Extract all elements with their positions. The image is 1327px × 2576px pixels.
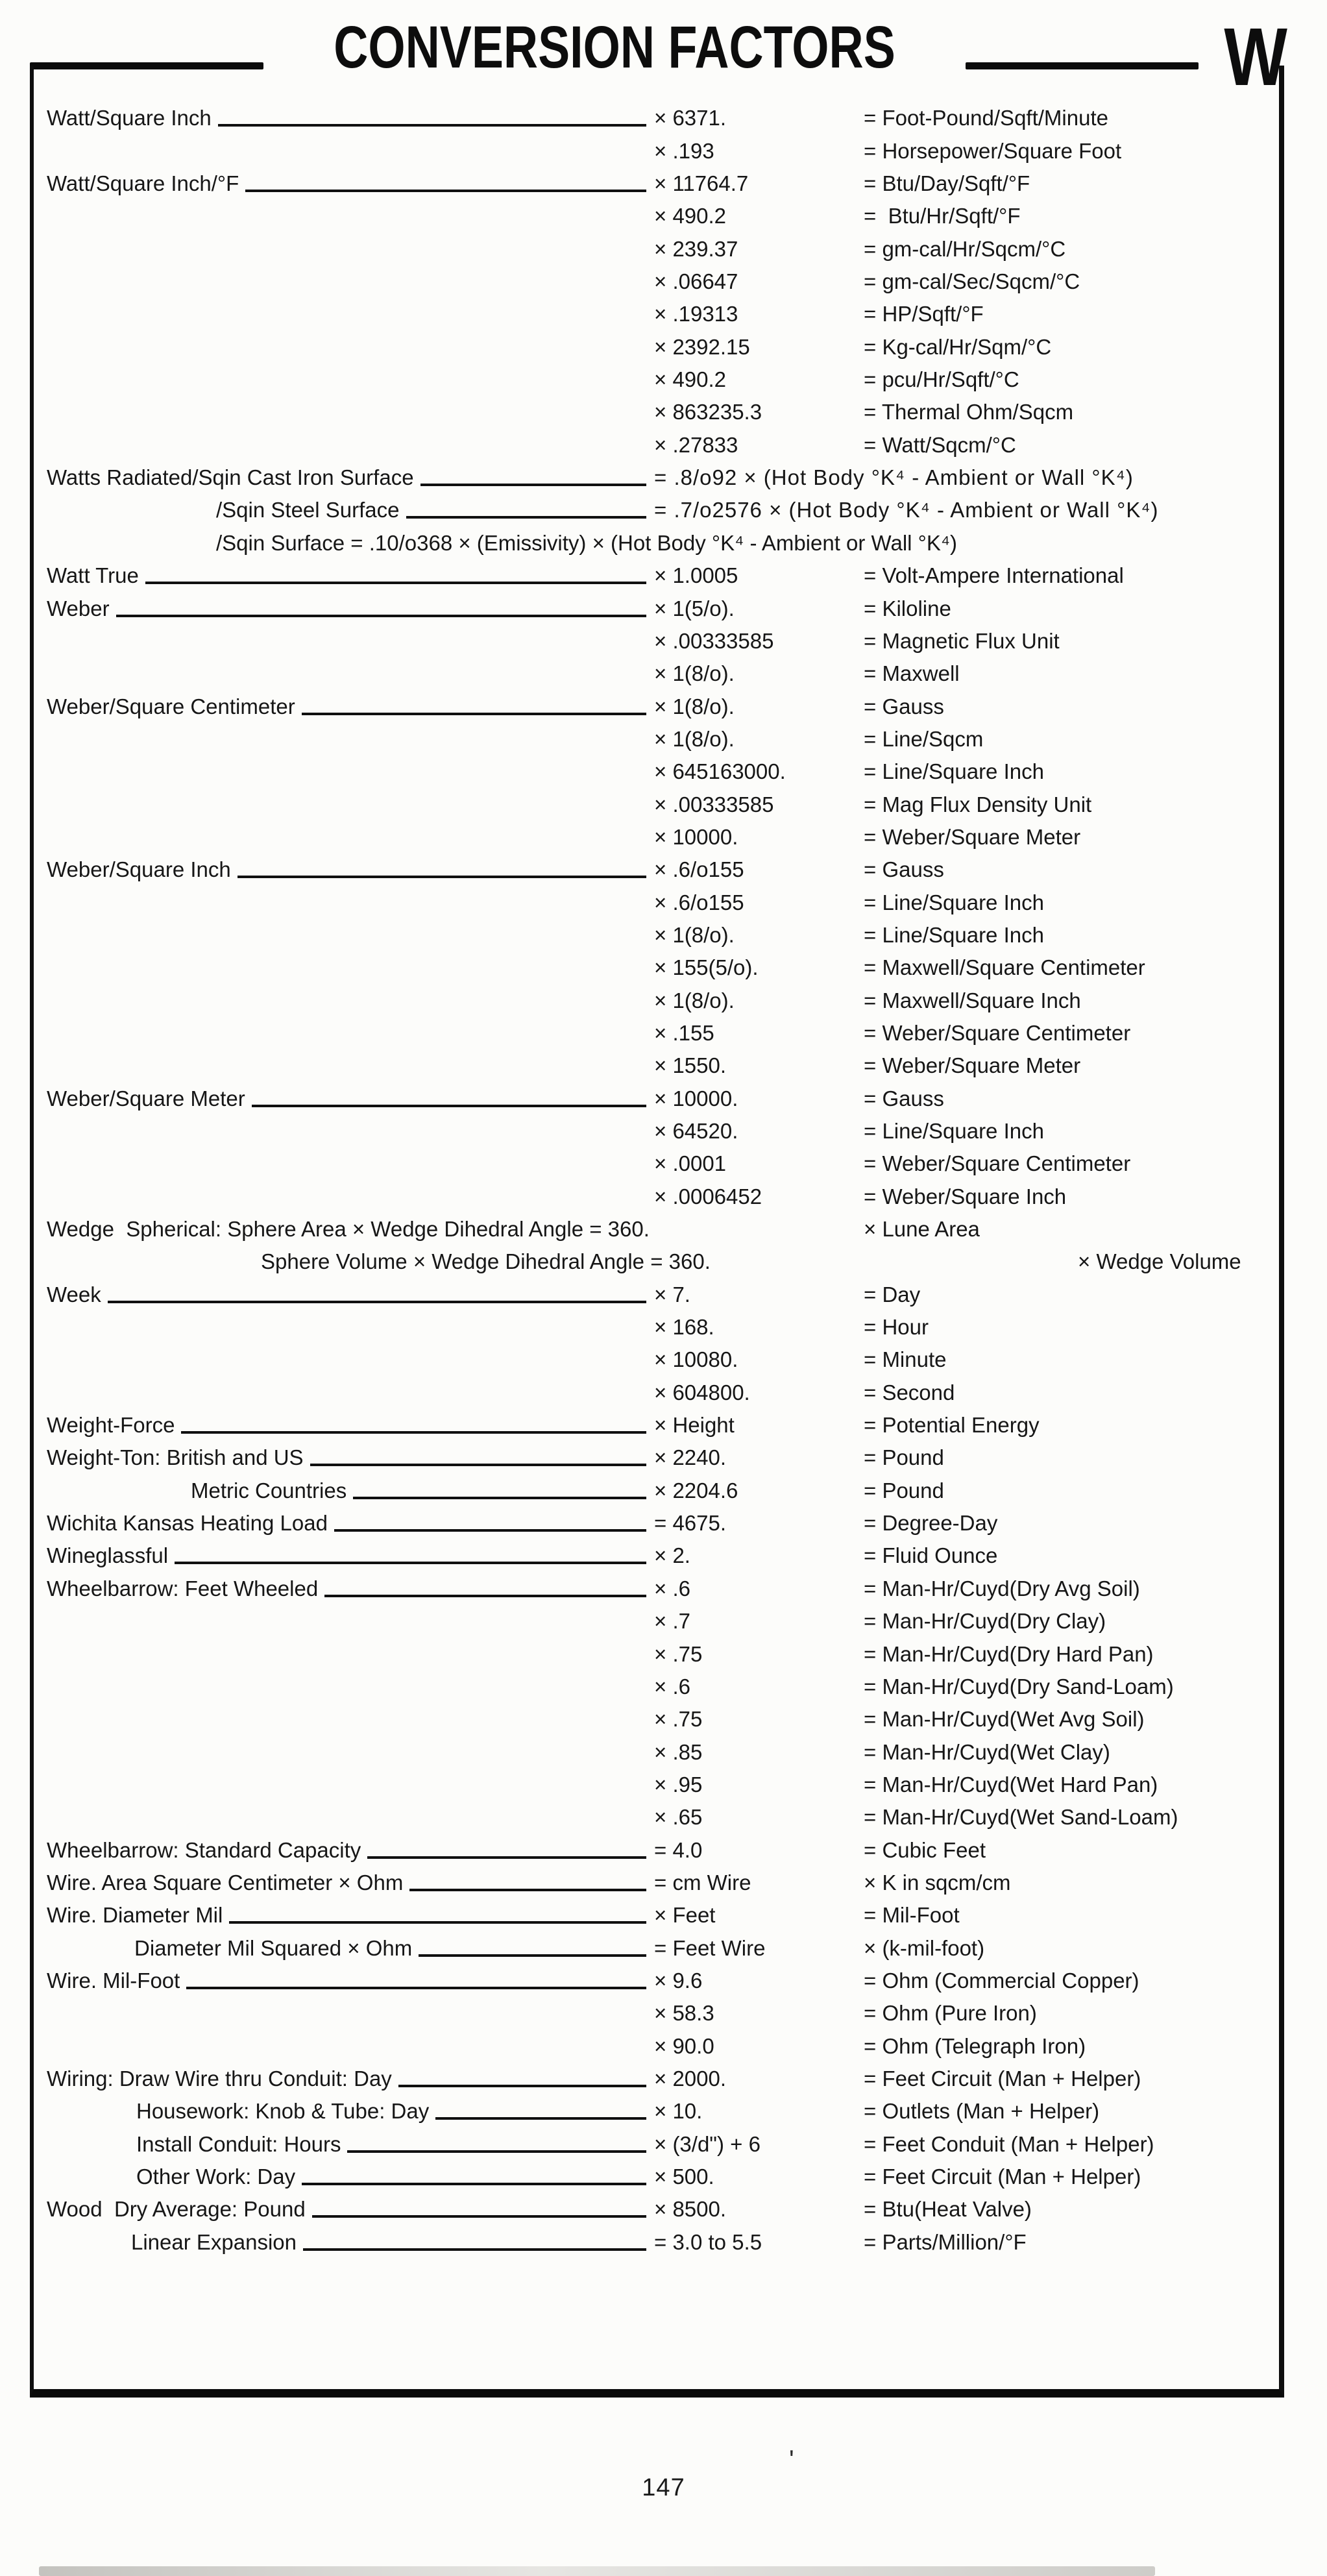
- fill-line: [334, 1529, 646, 1532]
- row-multiplier: × 168.: [654, 1315, 714, 1340]
- row-multiplier: × .06647: [654, 269, 738, 294]
- row-result: = Hour: [864, 1315, 929, 1340]
- conversion-row: [47, 1473, 1272, 1505]
- row-label-zone: [47, 2198, 654, 2220]
- row-result: = Man-Hr/Cuyd(Wet Clay): [864, 1739, 1110, 1764]
- row-label: Week: [47, 1282, 101, 1306]
- fill-line: [303, 2248, 646, 2251]
- conversion-row: [47, 1277, 1272, 1309]
- conversion-row: [47, 558, 1272, 591]
- row-label-zone: [47, 598, 654, 619]
- row-result: = Thermal Ohm/Sqcm: [864, 400, 1074, 424]
- row-label: Watt True: [47, 563, 139, 588]
- conversion-row: [47, 525, 1272, 558]
- conversion-row: [47, 1571, 1272, 1603]
- row-result: = Magnetic Flux Unit: [864, 628, 1060, 653]
- fill-line: [245, 190, 646, 192]
- row-label-zone: [47, 2133, 654, 2155]
- row-result: = Gauss: [864, 1086, 944, 1110]
- row-result: = Line/Square Inch: [864, 890, 1044, 914]
- conversion-row: [47, 297, 1272, 329]
- conversion-row: [47, 1996, 1272, 2028]
- row-text: Wedge Spherical: Sphere Area × Wedge Dihedral Angle = 360.: [47, 1217, 650, 1242]
- conversion-row: [47, 1538, 1272, 1571]
- row-multiplier: × 2.: [654, 1543, 690, 1568]
- row-label-zone: [47, 1545, 654, 1566]
- row-result: = Parts/Million/°F: [864, 2229, 1027, 2254]
- row-multiplier: × 2204.6: [654, 1478, 738, 1503]
- row-result: = Man-Hr/Cuyd(Wet Hard Pan): [864, 1772, 1158, 1797]
- conversion-row: [47, 754, 1272, 787]
- row-label: Wheelbarrow: Feet Wheeled: [47, 1576, 319, 1601]
- row-label: Weber/Square Centimeter: [47, 694, 295, 718]
- row-label-zone: [47, 1839, 654, 1861]
- row-multiplier: × 155(5/o).: [654, 955, 759, 980]
- row-label: Weber: [47, 596, 110, 620]
- fill-line: [398, 2085, 646, 2087]
- row-multiplier: × 7.: [654, 1282, 690, 1306]
- fill-line: [218, 124, 646, 127]
- row-label: Wood Dry Average: Pound: [47, 2197, 306, 2222]
- conversion-row: [47, 264, 1272, 297]
- conversion-row: [47, 1408, 1272, 1440]
- row-multiplier: × .7: [654, 1609, 690, 1634]
- conversion-row: [47, 1898, 1272, 1930]
- row-label: Wire. Diameter Mil: [47, 1903, 223, 1928]
- row-label-zone: [47, 1512, 654, 1534]
- row-label: Weight-Ton: British and US: [47, 1445, 304, 1470]
- conversion-row: [47, 1734, 1272, 1767]
- row-text: /Sqin Surface = .10/o368 × (Emissivity) × (Hot Body °K⁴ - Ambient or Wall °K⁴): [216, 530, 958, 555]
- fill-line: [237, 876, 646, 878]
- row-label-zone: [47, 1414, 654, 1436]
- row-multiplier: × .95: [654, 1772, 703, 1797]
- conversion-row: [47, 1506, 1272, 1538]
- row-multiplier: × (3/d") + 6: [654, 2131, 761, 2156]
- conversion-row: [47, 1212, 1272, 1244]
- conversion-row: [47, 820, 1272, 852]
- conversion-row: [47, 1604, 1272, 1636]
- row-result: = Outlets (Man + Helper): [864, 2099, 1100, 2124]
- row-result: = Kg-cal/Hr/Sqm/°C: [864, 334, 1052, 359]
- row-label-zone: [47, 1937, 654, 1959]
- row-result: = pcu/Hr/Sqft/°C: [864, 367, 1019, 392]
- conversion-row: [47, 1114, 1272, 1146]
- row-result: = Gauss: [864, 857, 944, 882]
- row-result: = Maxwell: [864, 661, 960, 686]
- conversion-row: [47, 460, 1272, 493]
- conversion-row: [47, 1669, 1272, 1702]
- row-multiplier: × 1(8/o).: [654, 661, 735, 686]
- row-result: = Maxwell/Square Inch: [864, 988, 1081, 1012]
- row-result: = Watt/Sqcm/°C: [864, 432, 1016, 457]
- row-label-zone: [47, 173, 654, 194]
- row-result: = Feet Conduit (Man + Helper): [864, 2131, 1154, 2156]
- row-label-zone: [47, 1872, 654, 1893]
- fill-line: [181, 1431, 646, 1434]
- fill-line: [116, 615, 646, 617]
- row-text: Sphere Volume × Wedge Dihedral Angle = 360.: [261, 1249, 711, 1274]
- row-result: = gm-cal/Hr/Sqcm/°C: [864, 236, 1066, 261]
- page-title-wrap: [263, 14, 966, 80]
- row-multiplier: × 1(5/o).: [654, 596, 735, 620]
- row-label-zone: [47, 2068, 654, 2089]
- row-result: = Fluid Ounce: [864, 1543, 998, 1568]
- row-multiplier: × .85: [654, 1739, 703, 1764]
- conversion-row: [47, 2028, 1272, 2061]
- row-multiplier: = Feet Wire: [654, 1935, 766, 1960]
- row-label-zone: [47, 1578, 654, 1599]
- row-label: Weber/Square Inch: [47, 857, 231, 882]
- conversion-row: [47, 362, 1272, 395]
- row-label-zone: [47, 1480, 654, 1501]
- row-label-zone: [47, 467, 654, 488]
- row-result: = Mag Flux Density Unit: [864, 792, 1092, 816]
- row-multiplier: × 239.37: [654, 236, 738, 261]
- row-label: Wheelbarrow: Standard Capacity: [47, 1837, 361, 1862]
- conversion-row: [47, 624, 1272, 656]
- row-result: = Foot-Pound/Sqft/Minute: [864, 106, 1108, 130]
- row-result: = Line/Square Inch: [864, 1119, 1044, 1143]
- row-result: = Mil-Foot: [864, 1903, 960, 1928]
- row-multiplier: × 58.3: [654, 2001, 714, 2026]
- conversion-row: [47, 722, 1272, 754]
- row-multiplier: × 10000.: [654, 824, 738, 849]
- conversion-row: [47, 2061, 1272, 2094]
- conversion-row: [47, 2192, 1272, 2224]
- row-result: = Btu(Heat Valve): [864, 2197, 1032, 2222]
- row-result: = Feet Circuit (Man + Helper): [864, 2165, 1141, 2189]
- conversion-row: [47, 199, 1272, 231]
- fill-line: [435, 2117, 646, 2120]
- fill-line: [145, 582, 646, 584]
- row-multiplier: × .75: [654, 1641, 703, 1666]
- row-multiplier: × 1(8/o).: [654, 922, 735, 947]
- scan-speck: ': [789, 2446, 794, 2474]
- row-label: Wichita Kansas Heating Load: [47, 1511, 328, 1536]
- row-label-zone: [47, 2100, 654, 2122]
- row-label-zone: [47, 2166, 654, 2187]
- row-result: = Weber/Square Centimeter: [864, 1020, 1131, 1045]
- row-multiplier: × .6/o155: [654, 857, 744, 882]
- fill-line: [324, 1595, 646, 1597]
- row-multiplier: × .19313: [654, 302, 738, 326]
- fill-line: [186, 1987, 646, 1989]
- conversion-row: [47, 1244, 1272, 1277]
- row-label: Watt/Square Inch: [47, 106, 212, 130]
- row-multiplier: × 2000.: [654, 2066, 727, 2091]
- row-result: = HP/Sqft/°F: [864, 302, 984, 326]
- row-label: Watts Radiated/Sqin Cast Iron Surface: [47, 465, 414, 490]
- conversion-row: [47, 591, 1272, 623]
- fill-line: [229, 1921, 646, 1924]
- row-multiplier: × 10080.: [654, 1347, 738, 1372]
- row-multiplier: × 6371.: [654, 106, 727, 130]
- row-result: = Feet Circuit (Man + Helper): [864, 2066, 1141, 2091]
- conversion-row: [47, 1767, 1272, 1800]
- conversion-row: [47, 983, 1272, 1015]
- row-multiplier: × .00333585: [654, 792, 774, 816]
- row-multiplier: × 1550.: [654, 1053, 727, 1078]
- row-multiplier: × .75: [654, 1707, 703, 1732]
- row-multiplier: × .6/o155: [654, 890, 744, 914]
- fill-line: [252, 1105, 646, 1107]
- conversion-row: [47, 2159, 1272, 2192]
- row-result: = Man-Hr/Cuyd(Dry Avg Soil): [864, 1576, 1140, 1601]
- row-multiplier: × 490.2: [654, 367, 727, 392]
- row-result: = gm-cal/Sec/Sqcm/°C: [864, 269, 1080, 294]
- conversion-row: [47, 1800, 1272, 1832]
- row-result: = Cubic Feet: [864, 1837, 986, 1862]
- conversion-row: [47, 493, 1272, 525]
- row-multiplier: × 90.0: [654, 2033, 714, 2058]
- row-multiplier: × 500.: [654, 2165, 714, 2189]
- row-label: Other Work: Day: [136, 2165, 296, 2189]
- row-multiplier: × 1(8/o).: [654, 988, 735, 1012]
- conversion-row: [47, 1440, 1272, 1473]
- row-result: = Weber/Square Centimeter: [864, 1151, 1131, 1176]
- row-multiplier: × .65: [654, 1805, 703, 1830]
- row-label: Housework: Knob & Tube: Day: [136, 2099, 430, 2124]
- row-label-zone: [47, 1284, 654, 1305]
- row-label: Linear Expansion: [131, 2229, 297, 2254]
- row-multiplier: × 64520.: [654, 1119, 738, 1143]
- row-result: = Pound: [864, 1445, 944, 1470]
- row-multiplier: × .6: [654, 1576, 690, 1601]
- row-multiplier: = cm Wire: [654, 1870, 751, 1895]
- conversion-row: [47, 1016, 1272, 1048]
- row-result: = Gauss: [864, 694, 944, 718]
- row-multiplier: × 645163000.: [654, 759, 786, 784]
- fill-line: [310, 1464, 646, 1466]
- title-bar: [30, 6, 1287, 103]
- row-result: = Man-Hr/Cuyd(Dry Sand-Loam): [864, 1674, 1174, 1699]
- fill-line: [312, 2215, 646, 2218]
- row-label: Wire. Area Square Centimeter × Ohm: [47, 1870, 404, 1895]
- row-multiplier: × Feet: [654, 1903, 716, 1928]
- row-multiplier: × 604800.: [654, 1380, 750, 1405]
- row-label-zone: [47, 1970, 654, 1991]
- conversion-row: [47, 1179, 1272, 1211]
- fill-line: [367, 1856, 646, 1859]
- row-result: = Maxwell/Square Centimeter: [864, 955, 1145, 980]
- conversion-row: [47, 1146, 1272, 1179]
- fill-line: [347, 2150, 646, 2153]
- row-result: × K in sqcm/cm: [864, 1870, 1011, 1895]
- row-multiplier: = 4675.: [654, 1511, 727, 1536]
- row-result: = Line/Sqcm: [864, 726, 984, 751]
- row-label-zone: [47, 1088, 654, 1109]
- row-label-zone: [47, 859, 654, 880]
- row-result: = Ohm (Commercial Copper): [864, 1968, 1139, 1993]
- conversion-row: [47, 950, 1272, 983]
- row-label: Weber/Square Meter: [47, 1086, 245, 1110]
- row-multiplier: × Height: [654, 1413, 735, 1438]
- row-multiplier: × .0001: [654, 1151, 727, 1176]
- row-result: = Man-Hr/Cuyd(Dry Hard Pan): [864, 1641, 1154, 1666]
- conversion-row: [47, 1048, 1272, 1081]
- row-multiplier: × 11764.7: [654, 171, 749, 196]
- row-label: Install Conduit: Hours: [136, 2131, 341, 2156]
- row-multiplier: × .27833: [654, 432, 738, 457]
- row-result: = Btu/Hr/Sqft/°F: [864, 204, 1021, 228]
- row-result: = Day: [864, 1282, 921, 1306]
- row-multiplier: × .193: [654, 138, 714, 163]
- conversion-row: [47, 1375, 1272, 1407]
- conversion-row: [47, 2224, 1272, 2257]
- conversion-row: [47, 101, 1272, 133]
- row-result: = Line/Square Inch: [864, 922, 1044, 947]
- row-result: = Minute: [864, 1347, 947, 1372]
- row-result: = Btu/Day/Sqft/°F: [864, 171, 1030, 196]
- row-equation: = .8/o92 × (Hot Body °K⁴ - Ambient or Wall °K⁴): [654, 465, 1134, 490]
- row-result: = Weber/Square Meter: [864, 1053, 1081, 1078]
- row-result: = Weber/Square Meter: [864, 824, 1081, 849]
- row-label: /Sqin Steel Surface: [216, 498, 400, 522]
- page-frame: [30, 66, 1284, 2398]
- conversion-row: [47, 2094, 1272, 2126]
- row-label-zone: [47, 1904, 654, 1926]
- conversion-row: [47, 395, 1272, 427]
- scan-smudge-artifact: [39, 2566, 1155, 2576]
- fill-line: [353, 1497, 646, 1499]
- row-multiplier: × 863235.3: [654, 400, 762, 424]
- row-multiplier: × 2392.15: [654, 334, 750, 359]
- conversion-row: [47, 787, 1272, 819]
- conversion-row: [47, 329, 1272, 362]
- fill-line: [175, 1562, 646, 1564]
- row-result: = Kiloline: [864, 596, 951, 620]
- row-equation: = .7/o2576 × (Hot Body °K⁴ - Ambient or Wall °K⁴): [654, 498, 1159, 522]
- row-multiplier: × 1(8/o).: [654, 726, 735, 751]
- row-result: × Lune Area: [864, 1217, 980, 1242]
- row-multiplier: × .6: [654, 1674, 690, 1699]
- conversion-row: [47, 427, 1272, 460]
- row-multiplier: × 490.2: [654, 204, 727, 228]
- row-result: = Ohm (Pure Iron): [864, 2001, 1037, 2026]
- conversion-row: [47, 656, 1272, 689]
- fill-line: [419, 1954, 646, 1957]
- row-label: Wineglassful: [47, 1543, 169, 1568]
- row-multiplier: × 2240.: [654, 1445, 727, 1470]
- conversion-row: [47, 1342, 1272, 1375]
- conversion-row: [47, 1636, 1272, 1669]
- fill-line: [406, 516, 647, 519]
- conversion-row: [47, 1963, 1272, 1996]
- fill-line: [420, 484, 646, 486]
- fill-line: [409, 1889, 646, 1891]
- row-label: Watt/Square Inch/°F: [47, 171, 239, 196]
- row-result: = Man-Hr/Cuyd(Wet Sand-Loam): [864, 1805, 1178, 1830]
- page-title: CONVERSION FACTORS: [333, 14, 895, 80]
- row-multiplier: × 1(8/o).: [654, 694, 735, 718]
- row-multiplier: × 10000.: [654, 1086, 738, 1110]
- conversion-row: [47, 1702, 1272, 1734]
- row-result: = Horsepower/Square Foot: [864, 138, 1122, 163]
- row-multiplier: × .0006452: [654, 1184, 762, 1208]
- row-result: = Man-Hr/Cuyd(Wet Avg Soil): [864, 1707, 1145, 1732]
- row-result: × Wedge Volume: [1078, 1249, 1241, 1274]
- row-result: × (k-mil-foot): [864, 1935, 985, 1960]
- conversion-row: [47, 231, 1272, 264]
- row-multiplier: × 9.6: [654, 1968, 703, 1993]
- row-result: = Ohm (Telegraph Iron): [864, 2033, 1086, 2058]
- conversion-row: [47, 1081, 1272, 1113]
- row-label-zone: [47, 2231, 654, 2253]
- row-result: = Weber/Square Inch: [864, 1184, 1067, 1208]
- fill-line: [302, 713, 646, 715]
- row-label-zone: [47, 1447, 654, 1468]
- conversion-row: [47, 1865, 1272, 1898]
- row-multiplier: × .00333585: [654, 628, 774, 653]
- row-label: Diameter Mil Squared × Ohm: [134, 1935, 413, 1960]
- row-multiplier: = 3.0 to 5.5: [654, 2229, 762, 2254]
- conversion-rows: [34, 66, 1279, 2257]
- row-result: = Man-Hr/Cuyd(Dry Clay): [864, 1609, 1106, 1634]
- row-label: Weight-Force: [47, 1413, 175, 1438]
- conversion-row: [47, 852, 1272, 885]
- row-label-zone: [47, 565, 654, 586]
- fill-line: [108, 1301, 646, 1303]
- row-result: = Second: [864, 1380, 955, 1405]
- conversion-row: [47, 1832, 1272, 1865]
- conversion-row: [47, 133, 1272, 166]
- row-result: = Potential Energy: [864, 1413, 1040, 1438]
- row-multiplier: = 4.0: [654, 1837, 703, 1862]
- row-multiplier: × 10.: [654, 2099, 703, 2124]
- row-label-zone: [47, 696, 654, 717]
- row-result: = Pound: [864, 1478, 944, 1503]
- conversion-row: [47, 1930, 1272, 1963]
- conversion-row: [47, 885, 1272, 917]
- row-multiplier: × 1.0005: [654, 563, 738, 588]
- row-multiplier: × .155: [654, 1020, 714, 1045]
- row-result: = Degree-Day: [864, 1511, 998, 1536]
- page-number: 147: [642, 2474, 685, 2501]
- row-label-zone: [47, 107, 654, 129]
- row-label: Wiring: Draw Wire thru Conduit: Day: [47, 2066, 392, 2091]
- row-result: = Volt-Ampere International: [864, 563, 1124, 588]
- row-label: Metric Countries: [191, 1478, 347, 1503]
- fill-line: [302, 2183, 646, 2185]
- conversion-row: [47, 689, 1272, 721]
- conversion-row: [47, 2126, 1272, 2159]
- row-label-zone: [47, 499, 654, 521]
- section-letter: W: [1224, 11, 1287, 103]
- conversion-row: [47, 1310, 1272, 1342]
- conversion-row: [47, 166, 1272, 199]
- conversion-row: [47, 918, 1272, 950]
- row-multiplier: × 8500.: [654, 2197, 727, 2222]
- row-result: = Line/Square Inch: [864, 759, 1044, 784]
- row-label: Wire. Mil-Foot: [47, 1968, 180, 1993]
